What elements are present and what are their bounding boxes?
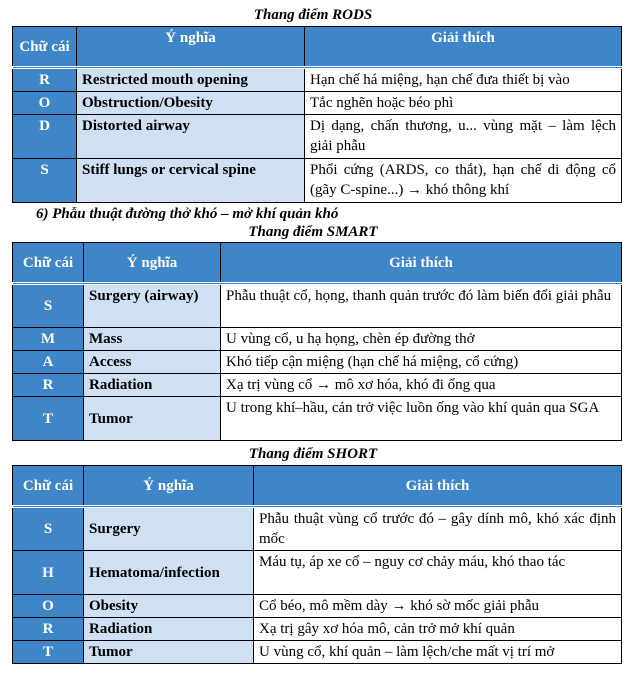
table-header (13, 27, 622, 68)
row-explain: U vùng cổ, khí quản – làm lệch/che mất vị trí mở (254, 641, 622, 664)
row-meaning: Surgery (84, 507, 254, 551)
short-table (12, 465, 622, 664)
row-meaning: Obstruction/Obesity (77, 92, 305, 115)
header-meaning: Ý nghĩa (84, 466, 254, 507)
table-row (13, 507, 622, 551)
header-explain: Giải thích (221, 243, 622, 284)
row-letter: R (13, 618, 84, 641)
row-letter: O (13, 92, 77, 115)
header-letter: Chữ cái (13, 243, 84, 284)
row-letter: H (13, 551, 84, 595)
row-letter: A (13, 351, 84, 374)
table-row (13, 641, 622, 664)
row-meaning: Tumor (84, 641, 254, 664)
rods-title: Thang điểm RODS (253, 7, 373, 23)
header-meaning: Ý nghĩa (77, 27, 305, 68)
table-row (13, 595, 622, 618)
header-meaning: Ý nghĩa (84, 243, 221, 284)
table-row (13, 374, 622, 397)
row-explain: Hạn chế há miệng, hạn chế đưa thiết bị vào (305, 68, 622, 92)
row-meaning: Access (84, 351, 221, 374)
row-letter: T (13, 641, 84, 664)
table-row (13, 159, 622, 203)
rods-table (12, 26, 622, 203)
row-explain: Dị dạng, chấn thương, u... vùng mặt – làm lệch giải phẫu (305, 115, 622, 159)
header-letter: Chữ cái (13, 466, 84, 507)
header-explain: Giải thích (254, 466, 622, 507)
row-meaning: Restricted mouth opening (77, 68, 305, 92)
row-meaning: Mass (84, 328, 221, 351)
smart-title: Thang điểm SMART (248, 224, 378, 240)
table-row (13, 351, 622, 374)
row-letter: R (13, 68, 77, 92)
table-row (13, 618, 622, 641)
row-explain: Phổi cứng (ARDS, co thắt), hạn chế di động cổ (gãy C-spine...) → khó thông khí (305, 159, 622, 203)
row-letter: R (13, 374, 84, 397)
row-explain: Xạ trị vùng cổ → mô xơ hóa, khó đi ống qua (221, 374, 622, 397)
row-letter: S (13, 507, 84, 551)
row-meaning: Surgery (airway) (84, 284, 221, 328)
row-explain: Xạ trị gây xơ hóa mô, cản trở mở khí quản (254, 618, 622, 641)
row-meaning: Stiff lungs or cervical spine (77, 159, 305, 203)
row-letter: D (13, 115, 77, 159)
table-row (13, 551, 622, 595)
row-letter: S (13, 159, 77, 203)
table-row (13, 328, 622, 351)
row-explain: Tắc nghẽn hoặc béo phì (305, 92, 622, 115)
row-letter: O (13, 595, 84, 618)
row-meaning: Radiation (84, 374, 221, 397)
table-row (13, 397, 622, 441)
row-meaning: Distorted airway (77, 115, 305, 159)
table-header (13, 243, 622, 284)
row-meaning: Hematoma/infection (84, 551, 254, 595)
row-explain: Phẫu thuật vùng cổ trước đó – gây dính mô, khó xác định mốc (254, 507, 622, 551)
table-header (13, 466, 622, 507)
section-heading: 6) Phẫu thuật đường thở khó – mở khí quản khó (36, 206, 339, 222)
row-explain: Khó tiếp cận miệng (hạn chế há miệng, cổ cứng) (221, 351, 622, 374)
row-explain: U vùng cổ, u hạ họng, chèn ép đường thở (221, 328, 622, 351)
header-letter: Chữ cái (13, 27, 77, 68)
row-explain: Phẫu thuật cổ, họng, thanh quản trước đó làm biến đổi giải phẫu (221, 284, 622, 328)
row-letter: M (13, 328, 84, 351)
row-letter: S (13, 284, 84, 328)
smart-table (12, 242, 622, 441)
row-meaning: Tumor (84, 397, 221, 441)
row-explain: U trong khí–hầu, cản trở việc luồn ống vào khí quản qua SGA (221, 397, 622, 441)
table-row (13, 284, 622, 328)
row-meaning: Radiation (84, 618, 254, 641)
header-explain: Giải thích (305, 27, 622, 68)
row-meaning: Obesity (84, 595, 254, 618)
row-letter: T (13, 397, 84, 441)
row-explain: Máu tụ, áp xe cổ – nguy cơ chảy máu, khó thao tác (254, 551, 622, 595)
table-row (13, 92, 622, 115)
short-title: Thang điểm SHORT (248, 446, 378, 462)
table-row (13, 115, 622, 159)
row-explain: Cổ béo, mô mềm dày → khó sờ mốc giải phẫu (254, 595, 622, 618)
table-row (13, 68, 622, 92)
